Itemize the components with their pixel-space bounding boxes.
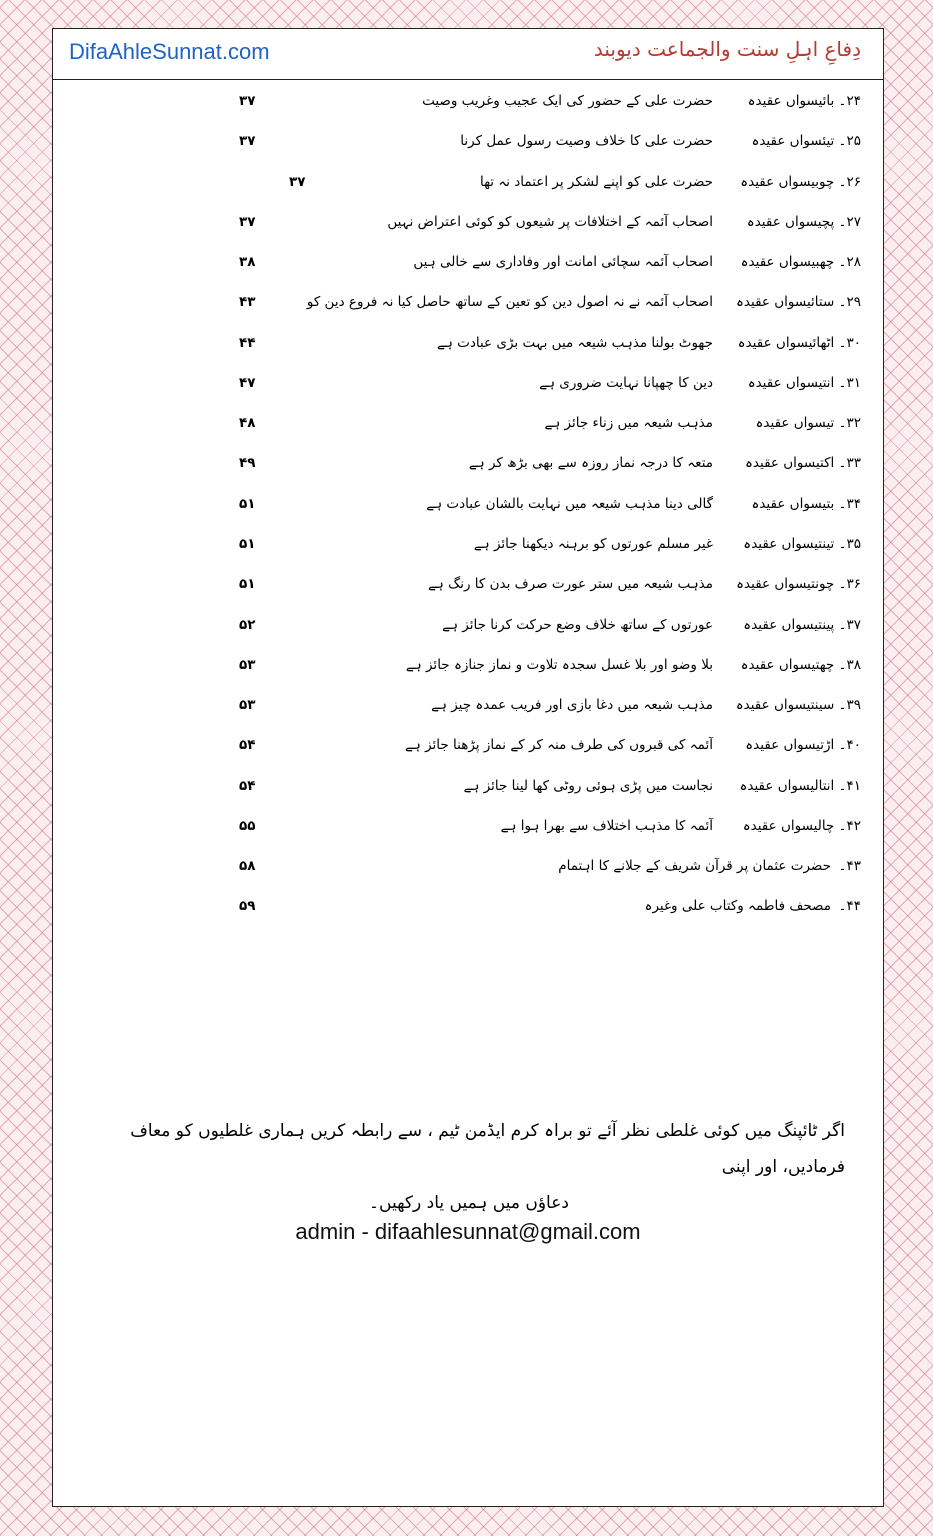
toc-page: ۵۱ [239, 576, 256, 592]
toc-title: بلا وضو اور بلا غسل سجدہ تلاوت و نماز جنازہ جائز ہے [405, 657, 713, 673]
toc-title: دین کا چھپانا نہایت ضروری ہے [539, 375, 713, 391]
toc-page: ۵۳ [239, 657, 256, 673]
note-line-1: اگر ٹائپنگ میں کوئی غلطی نظر آئے تو براہ کرم ایڈمن ٹیم ، سے رابطہ کریں ہماری غلطیوں کو معاف فرمادیں، اور اپنی [130, 1121, 845, 1177]
toc-page: ۵۳ [239, 697, 256, 713]
toc-title: عورتوں کے ساتھ خلاف وضع حرکت کرنا جائز ہے [442, 617, 713, 633]
contact-email[interactable]: admin - difaahlesunnat@gmail.com [295, 1219, 641, 1244]
toc-number: ۳۳۔ اکتیسواں عقیدہ [745, 455, 861, 471]
toc-row [53, 162, 883, 202]
toc-row [53, 645, 883, 685]
toc-row [53, 282, 883, 322]
toc-page: ۴۸ [239, 415, 256, 431]
toc-number: ۲۷۔ پچیسواں عقیدہ [746, 214, 861, 230]
toc-number: ۳۵۔ تینتیسواں عقیدہ [743, 536, 861, 552]
toc-title: اصحاب آئمہ نے نہ اصول دین کو تعین کے ساتھ حاصل کیا نہ فروع دین کو [306, 294, 713, 310]
toc-row [53, 524, 883, 564]
toc-number: ۳۷۔ پینتیسواں عقیدہ [743, 617, 861, 633]
toc-number: ۲۵۔ تیئسواں عقیدہ [751, 133, 861, 149]
toc-row [53, 443, 883, 483]
toc-title: مصحف فاطمہ وکتاب علی وغیرہ [644, 898, 831, 914]
toc-row [53, 202, 883, 242]
toc-row [53, 242, 883, 282]
toc-page: ۵۲ [239, 617, 256, 633]
toc-row [53, 846, 883, 886]
toc-title: حضرت علی کے حضور کی ایک عجیب وغریب وصیت [422, 93, 713, 109]
toc-row [53, 323, 883, 363]
toc-title: آئمہ کی قبروں کی طرف منہ کر کے نماز پڑھنا جائز ہے [404, 737, 713, 753]
toc-page: ۵۹ [239, 898, 256, 914]
toc-page: ۴۳ [239, 294, 256, 310]
toc-page: ۴۷ [239, 375, 256, 391]
toc-page: ۵۱ [239, 496, 256, 512]
toc-title: نجاست میں پڑی ہوئی روٹی کھا لینا جائز ہے [463, 778, 713, 794]
toc-row [53, 725, 883, 765]
toc-title: مذہب شیعہ میں ستر عورت صرف بدن کا رنگ ہے [428, 576, 713, 592]
toc-number: ۳۰۔ اٹھائیسواں عقیدہ [737, 335, 861, 351]
toc-title: حضرت علی کا خلاف وصیت رسول عمل کرنا [460, 133, 713, 149]
toc-number: ۳۶۔ چونتیسواں عقیدہ [736, 576, 861, 592]
site-title: دِفاعِ اہلِ سنت والجماعت دیوبند [593, 37, 861, 61]
toc-number: ۲۶۔ چوبیسواں عقیدہ [740, 174, 861, 190]
toc-number: ۲۹۔ ستائیسواں عقیدہ [736, 294, 861, 310]
toc-title: گالی دینا مذہب شیعہ میں نہایت بالشان عبادت ہے [426, 496, 713, 512]
note-line-2: دعاؤں میں ہمیں یاد رکھیں۔ [369, 1193, 569, 1213]
toc-number: ۴۱۔ انتالیسواں عقیدہ [739, 778, 861, 794]
page-header [53, 29, 883, 80]
toc-row [53, 766, 883, 806]
toc-number: ۳۴۔ بتیسواں عقیدہ [751, 496, 861, 512]
toc-row [53, 403, 883, 443]
toc-number: ۴۳۔ [838, 858, 861, 874]
toc-row [53, 806, 883, 846]
toc-number: ۲۴۔ بائیسواں عقیدہ [747, 93, 861, 109]
toc-title: اصحاب آئمہ سچائی امانت اور وفاداری سے خالی ہیں [413, 254, 713, 270]
toc-number: ۳۱۔ انتیسواں عقیدہ [747, 375, 861, 391]
toc-title: جھوٹ بولنا مذہب شیعہ میں بہت بڑی عبادت ہے [437, 335, 713, 351]
toc-number: ۴۰۔ اڑتیسواں عقیدہ [745, 737, 861, 753]
toc-title: اصحاب آئمہ کے اختلافات پر شیعوں کو کوئی اعتراض نہیں [387, 214, 713, 230]
toc-number: ۴۲۔ چالیسواں عقیدہ [742, 818, 861, 834]
toc-title: آئمہ کا مذہب اختلاف سے بھرا ہوا ہے [500, 818, 713, 834]
site-url[interactable]: DifaAhleSunnat.com [69, 39, 270, 64]
toc-title: مذہب شیعہ میں دغا بازی اور فریب عمدہ چیز ہے [431, 697, 713, 713]
toc-title: مذہب شیعہ میں زناء جائز ہے [544, 415, 713, 431]
toc-page: ۴۴ [239, 335, 256, 351]
toc-page: ۳۷ [239, 133, 256, 149]
toc-row [53, 81, 883, 121]
toc-page: ۳۷ [289, 174, 306, 190]
toc-row [53, 484, 883, 524]
typing-error-note [93, 1113, 845, 1221]
toc-row [53, 886, 883, 926]
toc-page: ۳۷ [239, 93, 256, 109]
toc-page: ۵۱ [239, 536, 256, 552]
toc-page: ۳۸ [239, 254, 256, 270]
toc-number: ۳۹۔ سینتیسواں عقیدہ [735, 697, 861, 713]
toc-number: ۳۲۔ تیسواں عقیدہ [755, 415, 861, 431]
toc-page: ۵۸ [239, 858, 256, 874]
toc-page: ۵۴ [239, 737, 256, 753]
toc-title: متعہ کا درجہ نماز روزہ سے بھی بڑھ کر ہے [468, 455, 713, 471]
toc-page: ۴۹ [239, 455, 256, 471]
toc-number: ۲۸۔ چھبیسواں عقیدہ [740, 254, 861, 270]
toc-title: حضرت علی کو اپنے لشکر پر اعتماد نہ تھا [479, 174, 713, 190]
toc-row [53, 605, 883, 645]
toc-row [53, 685, 883, 725]
toc-title: غیر مسلم عورتوں کو برہنہ دیکھنا جائز ہے [473, 536, 713, 552]
toc-row [53, 121, 883, 161]
toc-page: ۵۵ [239, 818, 256, 834]
toc-number: ۳۸۔ چھتیسواں عقیدہ [740, 657, 861, 673]
toc-page: ۳۷ [239, 214, 256, 230]
toc-row [53, 363, 883, 403]
document-page [52, 28, 884, 1507]
toc-page: ۵۴ [239, 778, 256, 794]
toc-number: ۴۴۔ [838, 898, 861, 914]
toc-title: حضرت عثمان پر قرآن شریف کے جلانے کا اہتمام [558, 858, 831, 874]
toc-row [53, 564, 883, 604]
